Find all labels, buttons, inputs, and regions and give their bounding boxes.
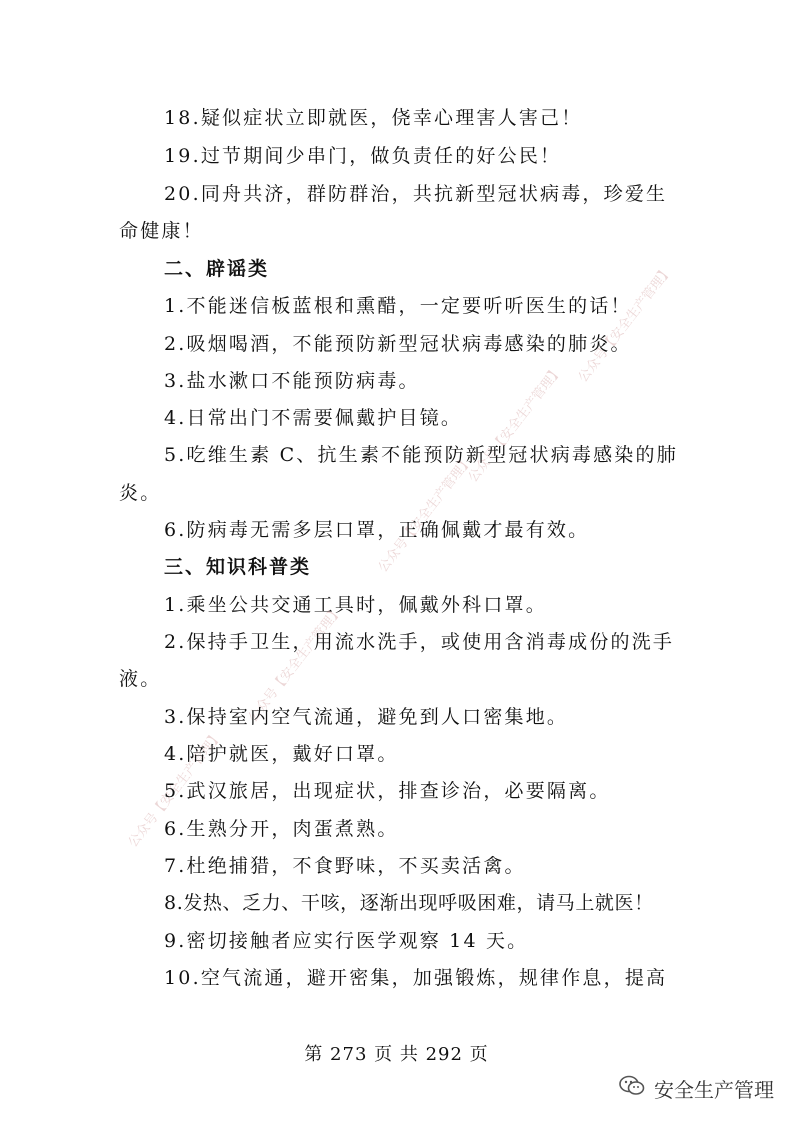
rumor-item-1: 1.不能迷信板蓝根和熏醋，一定要听听医生的话！ xyxy=(164,295,632,317)
watermark-2: 公众号【安全生产管理】 xyxy=(245,603,346,726)
science-item-4: 4.陪护就医，戴好口罩。 xyxy=(164,743,399,765)
list-item-19: 19.过节期间少串门，做负责任的好公民！ xyxy=(164,145,562,167)
rumor-item-4: 4.日常出门不需要佩戴护目镜。 xyxy=(164,407,463,429)
rumor-item-6: 6.防病毒无需多层口罩，正确佩戴才最有效。 xyxy=(164,519,590,541)
science-item-1: 1.乘坐公共交通工具时，佩戴外科口罩。 xyxy=(164,594,547,616)
rumor-item-3: 3.盐水漱口不能预防病毒。 xyxy=(164,370,420,392)
brand-mark xyxy=(618,1074,774,1103)
section-heading-rumors: 二、辟谣类 xyxy=(164,258,270,280)
science-item-8: 8.发热、乏力、干咳，逐渐出现呼吸困难，请马上就医！ xyxy=(164,892,654,914)
watermark-4: 公众号【安全生产管理】 xyxy=(465,363,566,486)
list-item-18: 18.疑似症状立即就医，侥幸心理害人害己！ xyxy=(164,107,583,129)
watermark-5: 公众号【安全生产管理】 xyxy=(575,263,676,386)
rumor-item-2: 2.吸烟喝酒，不能预防新型冠状病毒感染的肺炎。 xyxy=(164,333,632,355)
watermark-1: 公众号【安全生产管理】 xyxy=(125,728,226,851)
list-item-20-continued: 命健康！ xyxy=(119,220,204,242)
science-item-9: 9.密切接触者应实行医学观察 14 天。 xyxy=(164,930,529,952)
page-number-footer: 第 273 页 共 292 页 xyxy=(304,1044,489,1065)
wechat-icon xyxy=(618,1074,646,1103)
list-item-20: 20.同舟共济，群防群治，共抗新型冠状病毒，珍爱生 xyxy=(164,183,668,205)
watermark-3: 公众号【安全生产管理】 xyxy=(375,453,476,576)
science-item-6: 6.生熟分开，肉蛋煮熟。 xyxy=(164,818,399,840)
science-item-10: 10.空气流通，避开密集，加强锻炼，规律作息，提高 xyxy=(164,967,668,989)
science-item-3: 3.保持室内空气流通，避免到人口密集地。 xyxy=(164,706,569,728)
rumor-item-5-continued: 炎。 xyxy=(119,482,162,504)
science-item-7: 7.杜绝捕猎，不食野味，不买卖活禽。 xyxy=(164,855,526,877)
science-item-5: 5.武汉旅居，出现症状，排查诊治，必要隔离。 xyxy=(164,780,611,802)
rumor-item-5: 5.吃维生素 C、抗生素不能预防新型冠状病毒感染的肺 xyxy=(164,444,678,466)
science-item-2-continued: 液。 xyxy=(119,668,162,690)
section-heading-science: 三、知识科普类 xyxy=(164,556,312,578)
brand-label: 安全生产管理 xyxy=(654,1078,774,1102)
science-item-2: 2.保持手卫生，用流水洗手，或使用含消毒成份的洗手 xyxy=(164,631,675,653)
